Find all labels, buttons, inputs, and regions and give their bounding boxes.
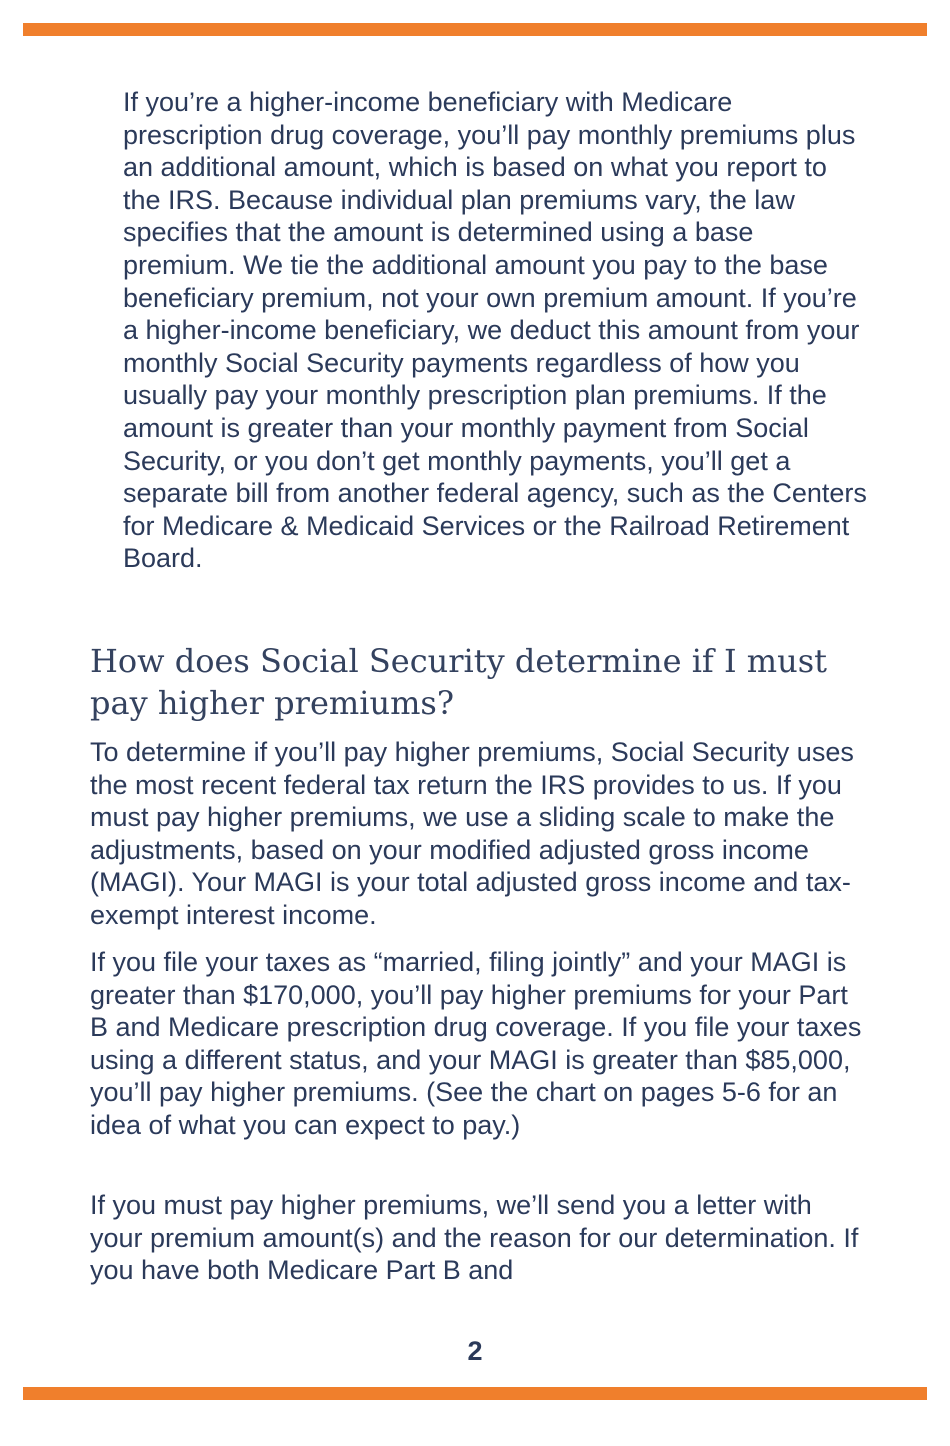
body-paragraph-2: If you file your taxes as “married, filing jointly” and your MAGI is greater than $170,000, you’ll pay higher premiums for your Part B and Medicare prescription drug coverage. If you file your taxes using a different status, and your MAGI is greater than $85,000, you’ll pay higher premiums. (See the chart on pages 5-6 for an idea of what you can expect to pay.) bbox=[90, 947, 862, 1140]
intro-paragraph: If you’re a higher-income beneficiary with Medicare prescription drug coverage, you’ll pay monthly premiums plus an additional amount, which is based on what you report to the IRS. Because individual plan premiums vary, the law specifies that the amount is determined using a base premium. We tie the additional amount you pay to the base beneficiary premium, not your own premium amount. If you’re a higher-income beneficiary, we deduct this amount from your monthly Social Security payments regardless of how you usually pay your monthly prescription plan premiums. If the amount is greater than your monthly payment from Social Security, or you don’t get monthly payments, you’ll get a separate bill from another federal agency, such as the Centers for Medicare & Medicaid Services or the Railroad Retirement Board. bbox=[123, 87, 867, 574]
body-paragraph-1: To determine if you’ll pay higher premiums, Social Security uses the most recent federal tax return the IRS provides to us. If you must pay higher premiums, we use a sliding scale to make the adjustments, based on your modified adjusted gross income (MAGI). Your MAGI is your total adjusted gross income and tax-exempt interest income. bbox=[90, 737, 854, 930]
body-paragraph-3: If you must pay higher premiums, we’ll send you a letter with your premium amount(s) and the reason for our determination. If you have both Medicare Part B and bbox=[90, 1190, 859, 1286]
top-accent-rule bbox=[23, 23, 927, 36]
section-heading: How does Social Security determine if I must pay higher premiums? bbox=[90, 642, 827, 722]
bottom-accent-rule bbox=[23, 1387, 927, 1400]
page-number: 2 bbox=[467, 1336, 483, 1366]
